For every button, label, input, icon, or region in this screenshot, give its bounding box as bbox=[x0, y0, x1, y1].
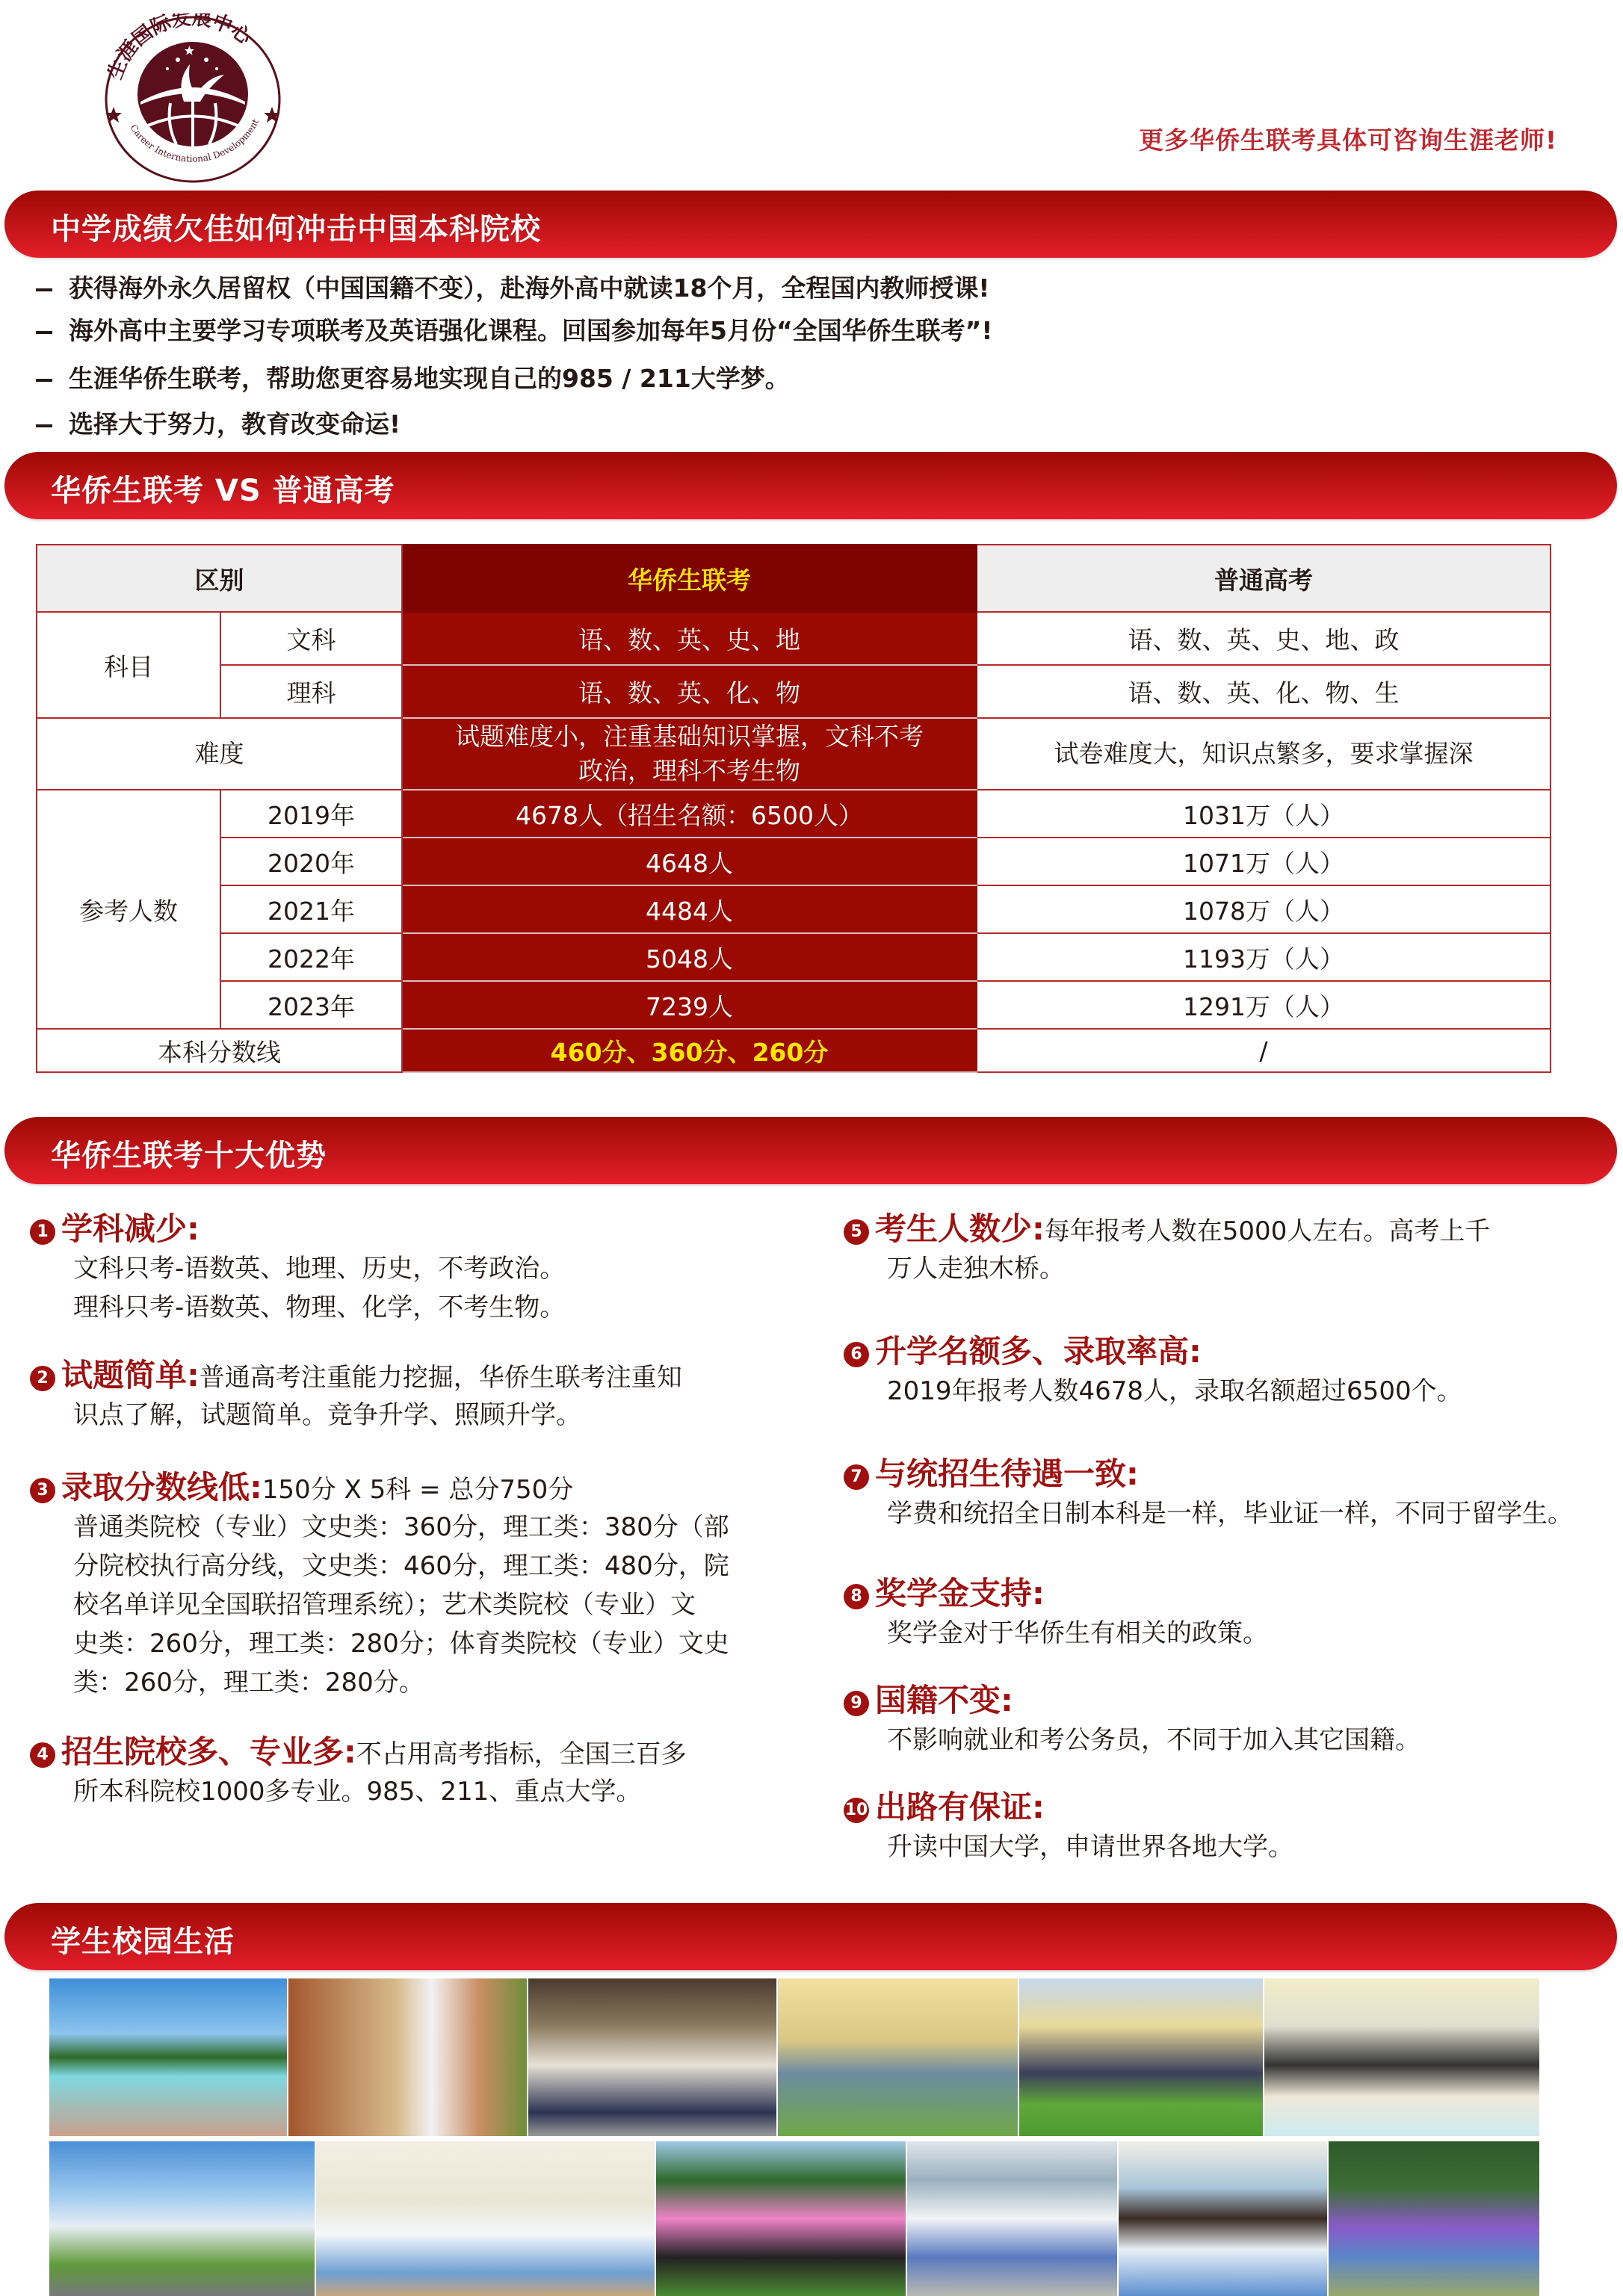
advantage-item bbox=[844, 1569, 1598, 1653]
number-badge-icon: 9 bbox=[844, 1691, 869, 1716]
advantage-title: 考生人数少: bbox=[875, 1210, 1045, 1247]
intro-bullet-text: 生涯华侨生联考，帮助您更容易地实现自己的985 / 211大学梦。 bbox=[69, 364, 790, 393]
table-row bbox=[37, 838, 1551, 885]
gaokao-cell: 语、数、英、史、地、政 bbox=[977, 612, 1551, 665]
advantage-line: 万人走独木桥。 bbox=[887, 1254, 1065, 1284]
advantage-line: 理科只考-语数英、物理、化学，不考生物。 bbox=[73, 1293, 566, 1322]
section-banner-advantages bbox=[4, 1117, 1617, 1184]
header-overseas-exam: 华侨生联考 bbox=[402, 545, 977, 612]
gaokao-cell: 1193万（人） bbox=[977, 933, 1551, 981]
year-cell: 2022年 bbox=[220, 933, 402, 981]
table-row bbox=[37, 790, 1551, 838]
number-badge-icon: 3 bbox=[30, 1478, 55, 1503]
header-gaokao: 普通高考 bbox=[977, 545, 1551, 612]
gaokao-cell: 试卷难度大，知识点繁多，要求掌握深 bbox=[977, 718, 1551, 790]
number-badge-icon: 10 bbox=[844, 1798, 869, 1823]
number-badge-icon: 4 bbox=[30, 1742, 55, 1768]
intro-bullet bbox=[36, 269, 989, 304]
dash-icon bbox=[36, 288, 52, 291]
advantage-line: 不影响就业和考公务员，不同于加入其它国籍。 bbox=[887, 1725, 1420, 1755]
overseas-cell: 语、数、英、化、物 bbox=[402, 665, 977, 718]
number-badge-icon: 7 bbox=[844, 1464, 869, 1490]
advantage-line: 升读中国大学，申请世界各地大学。 bbox=[887, 1832, 1293, 1862]
overseas-cell bbox=[402, 718, 977, 790]
subject-type: 理科 bbox=[220, 665, 402, 718]
section-banner-intro bbox=[4, 191, 1617, 258]
logo-cn-text: 生涯国际发展中心 bbox=[103, 13, 256, 83]
overseas-cell: 7239人 bbox=[402, 981, 977, 1029]
section-title: 中学成绩欠佳如何冲击中国本科院校 bbox=[51, 212, 541, 247]
campus-photo-school-building bbox=[49, 2141, 315, 2296]
difficulty-label: 难度 bbox=[37, 718, 402, 790]
advantage-item bbox=[844, 1449, 1598, 1533]
year-cell: 2021年 bbox=[220, 885, 402, 933]
advantage-item bbox=[30, 1463, 785, 1702]
advantage-inline-text: 普通高考注重能力挖掘，华侨生联考注重知 bbox=[199, 1363, 682, 1393]
advantage-line: 普通类院校（专业）文史类：360分，理工类：380分（部 bbox=[73, 1512, 729, 1542]
section-banner-campus bbox=[4, 1903, 1617, 1970]
section-title: 学生校园生活 bbox=[51, 1925, 235, 1959]
advantage-line: 识点了解，试题简单。竞争升学、照顾升学。 bbox=[73, 1400, 581, 1430]
advantage-line: 文科只考-语数英、地理、历史，不考政治。 bbox=[73, 1254, 566, 1284]
gaokao-cutoff-cell: / bbox=[977, 1029, 1551, 1072]
advantage-line: 校名单详见全国联招管理系统）；艺术类院校（专业）文 bbox=[73, 1590, 696, 1620]
year-cell: 2020年 bbox=[220, 838, 402, 885]
advantage-item bbox=[30, 1727, 785, 1811]
year-cell: 2019年 bbox=[220, 790, 402, 838]
cutoff-label: 本科分数线 bbox=[37, 1029, 402, 1072]
advantage-title: 招生院校多、专业多: bbox=[61, 1733, 356, 1770]
overseas-cell: 4484人 bbox=[402, 885, 977, 933]
difficulty-text-line: 政治，理科不考生物 bbox=[578, 756, 800, 785]
overseas-cell: 5048人 bbox=[402, 933, 977, 981]
intro-bullet-text: 获得海外永久居留权（中国国籍不变），赴海外高中就读18个月，全程国内教师授课! bbox=[69, 273, 990, 303]
section-banner-compare bbox=[4, 452, 1617, 519]
dash-icon bbox=[36, 331, 52, 334]
advantage-inline-text: 150分 X 5科 = 总分750分 bbox=[262, 1475, 574, 1505]
advantage-line: 奖学金对于华侨生有相关的政策。 bbox=[887, 1618, 1268, 1648]
campus-photo-swimming-pool bbox=[49, 1978, 287, 2136]
advantage-title: 出路有保证: bbox=[875, 1789, 1045, 1825]
advantage-item bbox=[30, 1204, 785, 1327]
advantage-title: 奖学金支持: bbox=[875, 1575, 1045, 1612]
table-row bbox=[37, 665, 1551, 718]
difficulty-text-line: 试题难度小，注重基础知识掌握，文科不考 bbox=[455, 722, 924, 751]
gaokao-cell: 1291万（人） bbox=[977, 981, 1551, 1029]
advantage-line: 所本科院校1000多专业。985、211、重点大学。 bbox=[73, 1777, 642, 1807]
subject-type: 文科 bbox=[220, 612, 402, 665]
number-badge-icon: 2 bbox=[30, 1366, 55, 1391]
advantage-item bbox=[844, 1676, 1598, 1760]
dash-icon bbox=[36, 379, 52, 382]
advantage-title: 学科减少: bbox=[61, 1210, 200, 1247]
advantage-item bbox=[844, 1204, 1598, 1288]
intro-bullet bbox=[36, 312, 992, 347]
gaokao-cell: 1071万（人） bbox=[977, 838, 1551, 885]
table-row bbox=[37, 981, 1551, 1029]
campus-photo-football-referees bbox=[656, 2141, 906, 2296]
comparison-table bbox=[36, 544, 1551, 1073]
dash-icon bbox=[36, 424, 52, 427]
campus-photo-security-guards bbox=[528, 1978, 776, 2136]
table-header-row bbox=[37, 545, 1551, 612]
advantage-title: 试题简单: bbox=[61, 1357, 200, 1393]
subjects-label: 科目 bbox=[37, 612, 220, 718]
overseas-cell: 4648人 bbox=[402, 838, 977, 885]
advantage-line: 类：260分，理工类：280分。 bbox=[73, 1668, 424, 1698]
intro-bullet-text: 选择大于努力，教育改变命运! bbox=[69, 409, 401, 439]
campus-photo-students-field bbox=[1329, 2141, 1539, 2296]
campus-photo-students-courtyard bbox=[778, 1978, 1018, 2136]
campus-photo-students-lawn bbox=[1019, 1978, 1263, 2136]
advantage-line: 分院校执行高分线，文史类：460分，理工类：480分，院 bbox=[73, 1551, 729, 1581]
year-cell: 2023年 bbox=[220, 981, 402, 1029]
table-row bbox=[37, 718, 1551, 790]
section-title: 华侨生联考十大优势 bbox=[51, 1139, 327, 1173]
advantage-item bbox=[844, 1783, 1598, 1866]
gaokao-cell: 语、数、英、化、物、生 bbox=[977, 665, 1551, 718]
number-badge-icon: 8 bbox=[844, 1584, 869, 1609]
table-row bbox=[37, 1029, 1551, 1072]
logo-en-text: Career International Development bbox=[128, 117, 262, 164]
header-category: 区别 bbox=[37, 545, 402, 612]
number-badge-icon: 5 bbox=[844, 1219, 869, 1245]
logo bbox=[96, 13, 290, 185]
advantage-item bbox=[844, 1327, 1598, 1411]
campus-photo-corridor bbox=[288, 1978, 527, 2136]
count-label: 参考人数 bbox=[37, 790, 220, 1029]
intro-bullet bbox=[36, 359, 790, 394]
advantage-inline-text: 每年报考人数在5000人左右。高考上千 bbox=[1044, 1216, 1491, 1246]
consult-tagline: 更多华侨生联考具体可咨询生涯老师! bbox=[1138, 126, 1557, 155]
advantage-line: 史类：260分，理工类：280分；体育类院校（专业）文史 bbox=[73, 1629, 729, 1659]
number-badge-icon: 6 bbox=[844, 1342, 869, 1367]
campus-photo-students-stairs bbox=[907, 2141, 1117, 2296]
intro-bullet bbox=[36, 405, 401, 440]
gaokao-cell: 1031万（人） bbox=[977, 790, 1551, 838]
campus-photo-group-bleachers bbox=[1264, 1978, 1539, 2136]
overseas-cutoff-cell: 460分、360分、260分 bbox=[402, 1029, 977, 1072]
gaokao-cell: 1078万（人） bbox=[977, 885, 1551, 933]
advantage-title: 国籍不变: bbox=[875, 1682, 1013, 1718]
intro-bullet-text: 海外高中主要学习专项联考及英语强化课程。回国参加每年5月份“全国华侨生联考”! bbox=[69, 316, 993, 345]
advantage-line: 学费和统招全日制本科是一样，毕业证一样，不同于留学生。 bbox=[887, 1499, 1573, 1529]
advantage-line: 2019年报考人数4678人，录取名额超过6500个。 bbox=[887, 1376, 1462, 1406]
advantage-item bbox=[30, 1351, 785, 1435]
table-row bbox=[37, 612, 1551, 665]
advantage-title: 与统招生待遇一致: bbox=[875, 1455, 1139, 1492]
campus-photo-students-group-front bbox=[316, 2141, 655, 2296]
number-badge-icon: 1 bbox=[30, 1219, 55, 1245]
section-title: 华侨生联考 VS 普通高考 bbox=[51, 474, 395, 508]
overseas-cell: 4678人（招生名额：6500人） bbox=[402, 790, 977, 838]
advantage-title: 升学名额多、录取率高: bbox=[875, 1333, 1202, 1370]
overseas-cell: 语、数、英、史、地 bbox=[402, 612, 977, 665]
advantage-title: 录取分数线低: bbox=[61, 1469, 262, 1506]
advantage-inline-text: 不占用高考指标，全国三百多 bbox=[356, 1739, 687, 1769]
table-row bbox=[37, 933, 1551, 981]
campus-photo-students-graduation bbox=[1119, 2141, 1327, 2296]
table-row bbox=[37, 885, 1551, 933]
